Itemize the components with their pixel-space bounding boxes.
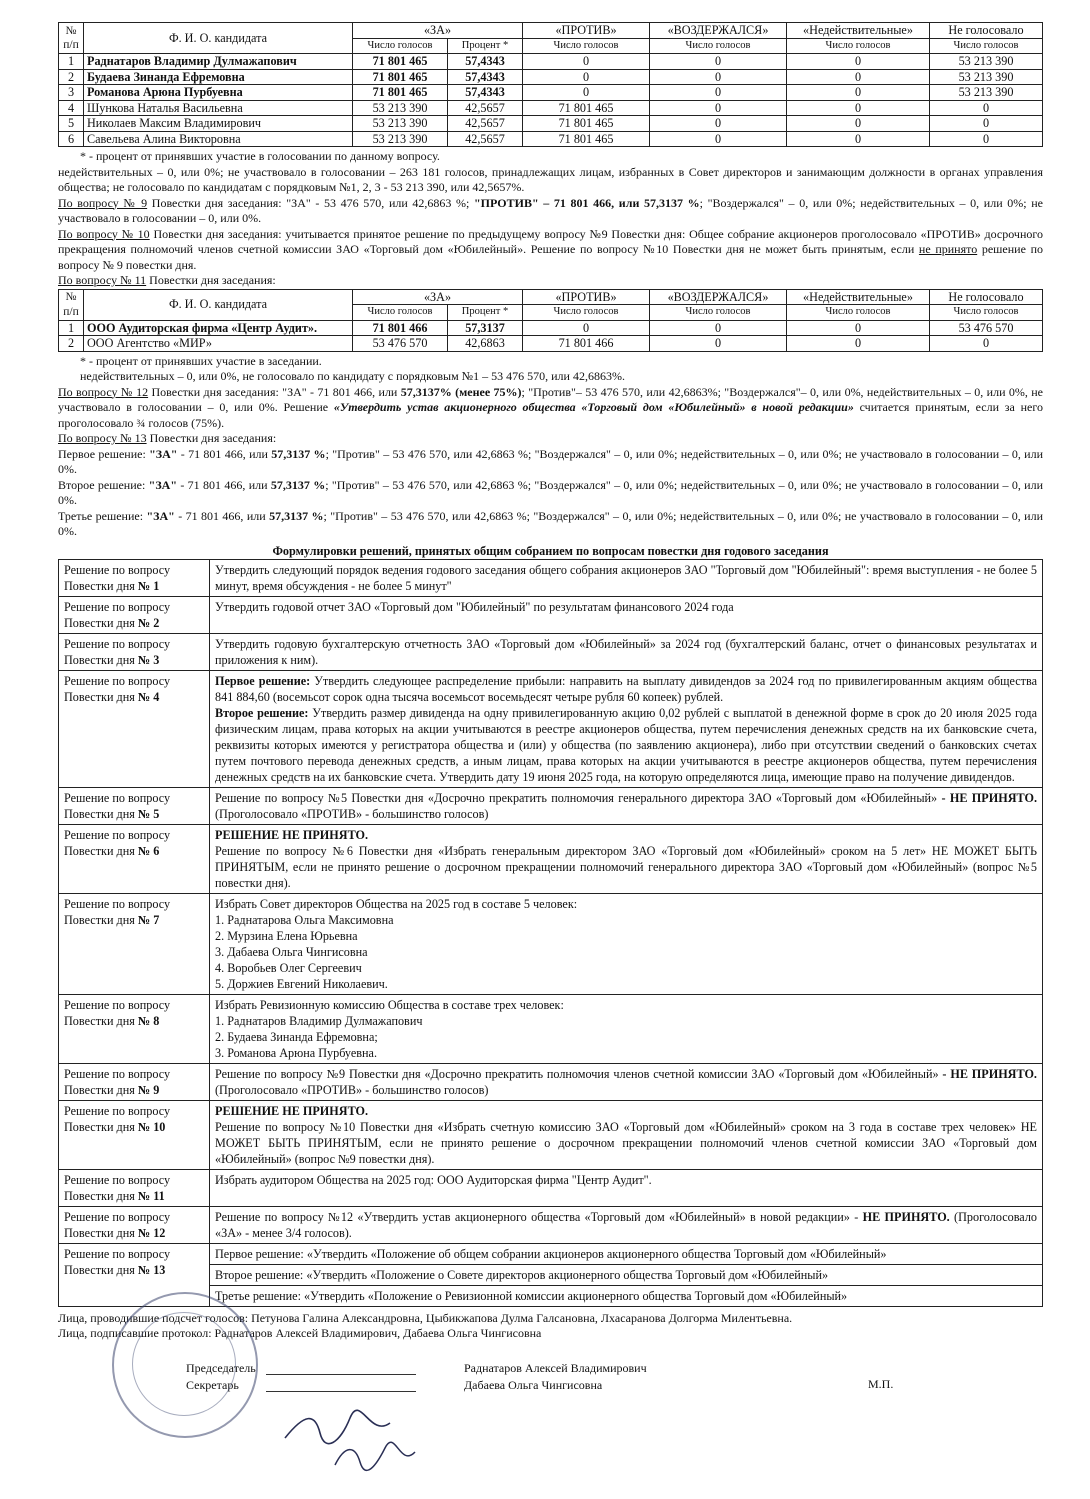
decision-label-line: Повестки дня № 4 xyxy=(64,689,160,704)
decision-label-line: Решение по вопросу xyxy=(64,1172,171,1187)
sub-pct: Процент * xyxy=(448,305,523,321)
decision-label xyxy=(59,670,210,787)
col-negolos-header: Не голосовало xyxy=(930,289,1043,305)
question-number: № 10 xyxy=(137,1119,166,1134)
decision-label xyxy=(59,1063,210,1100)
decision-row xyxy=(59,994,1043,1063)
za-votes: 53 213 390 xyxy=(353,116,448,132)
za-percent: 42,5657 xyxy=(448,131,523,147)
za-percent: 57,4343 xyxy=(448,69,523,85)
question-number: № 11 xyxy=(137,1188,165,1203)
decision-text: Утвердить годовую бухгалтерскую отчетность ЗАО «Торговый дом «Юбилейный» за 2024 год (бухгалтерский баланс, отчет о финансовых результатах и приложения к ним). xyxy=(210,633,1043,670)
decision-row xyxy=(59,1206,1043,1243)
q13-decision-2: Второе решение: "ЗА" - 71 801 466, или 57,3137 %; "Против" – 53 476 570, или 42,6863 %; "Воздержался" – 0, или 0%; недействительных – 0, или 0%; не участвовало в голосовании – 0, или 0%. xyxy=(58,477,1044,507)
q11-heading: По вопросу № 11 Повестки дня заседания: xyxy=(58,273,276,287)
q10-result: По вопросу № 10 Повестки дня заседания: учитывается принятое решение по предыдущему вопросу №9 Повестки дня: Общее собрание акционеров проголосовало «ПРОТИВ» досрочного прекращения полномочий членов счетной комиссии ЗАО «Торговый дом «Юбилейный». Решение по вопросу №10 Повестки дня не может быть принятым, если не принято решение по вопросу № 9 повестки дня. xyxy=(58,226,1043,272)
candidate-name: Будаева Зинанда Ефремовна xyxy=(84,69,353,85)
counters-line: Лица, проводившие подсчет голосов: Петунова Галина Александровна, Цыбикжапова Дулма Галсановна, Лхасаранова Долгорма Милентьевна. xyxy=(58,1310,793,1325)
table-row xyxy=(59,69,1043,85)
vozd-votes: 0 xyxy=(650,54,787,70)
sub-votes: Число голосов xyxy=(523,305,650,321)
decision-text: Избрать Ревизионную комиссию Общества в составе трех человек: 1. Раднатаров Владимир Дулмажапович 2. Будаева Зинанда Ефремовна; 3. Романова Арюна Пурбуевна. xyxy=(210,994,1043,1063)
candidate-name: Романова Арюна Пурбуевна xyxy=(84,85,353,101)
za-votes: 71 801 465 xyxy=(353,54,448,70)
table-row xyxy=(59,100,1043,116)
decision-part-label: Второе решение: xyxy=(215,705,309,720)
protiv-votes: 71 801 465 xyxy=(523,100,650,116)
decision-label-line: Повестки дня № 13 xyxy=(64,1262,166,1277)
question-number: № 1 xyxy=(137,578,160,593)
decision-label xyxy=(59,994,210,1063)
not-voted: 0 xyxy=(930,336,1043,352)
invalid-votes: 0 xyxy=(787,85,930,101)
decision-verdict: НЕ ПРИНЯТО. xyxy=(862,1209,950,1224)
decision-row xyxy=(59,1063,1043,1100)
decision-label-line: Повестки дня № 12 xyxy=(64,1225,166,1240)
document-page xyxy=(58,22,1043,1391)
question-number: № 2 xyxy=(137,615,160,630)
question-number: № 5 xyxy=(137,806,160,821)
col-name-header: Ф. И. О. кандидата xyxy=(84,289,353,320)
za-votes: 71 801 465 xyxy=(353,69,448,85)
secretary-label: Секретарь xyxy=(186,1377,239,1392)
seal-stamp xyxy=(112,1292,258,1438)
row-number: 1 xyxy=(59,320,84,336)
list-item: 5. Доржиев Евгений Николаевич. xyxy=(215,976,388,991)
col-za-header: «ЗА» xyxy=(353,23,523,39)
decision-row xyxy=(59,670,1043,787)
za-votes: 71 801 465 xyxy=(353,85,448,101)
protiv-votes: 0 xyxy=(523,320,650,336)
chair-signature-line xyxy=(266,1374,416,1375)
note-invalid: недействительных – 0, или 0%, не голосовало по кандидату с порядковым №1 – 53 476 570, или 42,6863%. xyxy=(80,369,625,383)
col-nedeist-header: «Недействительные» xyxy=(787,289,930,305)
not-voted: 53 476 570 xyxy=(930,320,1043,336)
col-za-header: «ЗА» xyxy=(353,289,523,305)
candidate-name: Шункова Наталья Васильевна xyxy=(84,100,353,116)
sub-votes: Число голосов xyxy=(353,305,448,321)
protiv-votes: 0 xyxy=(523,69,650,85)
sub-votes: Число голосов xyxy=(650,305,787,321)
footnote: * - процент от принявших участие в голосовании по данному вопросу. xyxy=(80,149,440,163)
list-item: 1. Раднатарова Ольга Максимовна xyxy=(215,912,394,927)
not-voted: 0 xyxy=(930,100,1043,116)
col-nedeist-header: «Недействительные» xyxy=(787,23,930,39)
za-percent: 42,6863 xyxy=(448,336,523,352)
question-number: № 13 xyxy=(137,1262,166,1277)
sub-pct: Процент * xyxy=(448,38,523,54)
decision-text: Утвердить следующий порядок ведения годового заседания общего собрания акционеров ЗАО "Торговый дом "Юбилейный": время выступления - не более 5 минут, время обсуждения - не более 5 минут" xyxy=(210,559,1043,596)
za-percent: 42,5657 xyxy=(448,116,523,132)
not-voted: 0 xyxy=(930,116,1043,132)
secretary-signature xyxy=(330,1440,420,1472)
za-votes: 53 213 390 xyxy=(353,100,448,116)
table-row xyxy=(59,116,1043,132)
decision-row xyxy=(59,559,1043,596)
list-item: 3. Романова Арюна Пурбуевна. xyxy=(215,1045,378,1060)
decision-row xyxy=(59,596,1043,633)
candidate-name: Раднатаров Владимир Дулмажапович xyxy=(84,54,353,70)
question-number: № 6 xyxy=(137,843,160,858)
col-vozd-header: «ВОЗДЕРЖАЛСЯ» xyxy=(650,289,787,305)
table-row xyxy=(59,320,1043,336)
candidate-name: ООО Аудиторская фирма «Центр Аудит». xyxy=(84,320,353,336)
secretary-name: Дабаева Ольга Чингисовна xyxy=(464,1377,603,1392)
decision-label xyxy=(59,559,210,596)
decision-row xyxy=(59,893,1043,994)
question-number: № 8 xyxy=(137,1013,160,1028)
not-voted: 0 xyxy=(930,131,1043,147)
protiv-votes: 71 801 465 xyxy=(523,131,650,147)
za-percent: 57,4343 xyxy=(448,54,523,70)
decision-label-line: Решение по вопросу xyxy=(64,636,171,651)
row-number: 5 xyxy=(59,116,84,132)
col-protiv-header: «ПРОТИВ» xyxy=(523,289,650,305)
question-number: № 3 xyxy=(137,652,160,667)
decision-label xyxy=(59,787,210,824)
decision-label-line: Решение по вопросу xyxy=(64,562,171,577)
decision-label xyxy=(59,893,210,994)
za-votes: 53 213 390 xyxy=(353,131,448,147)
candidate-name: Савельева Алина Викторовна xyxy=(84,131,353,147)
protiv-votes: 71 801 466 xyxy=(523,336,650,352)
list-item: 3. Дабаева Ольга Чингисовна xyxy=(215,944,368,959)
table-row xyxy=(59,85,1043,101)
decision-text: Утвердить годовой отчет ЗАО «Торговый дом "Юбилейный" по результатам финансового 2024 года xyxy=(210,596,1043,633)
question-number: № 7 xyxy=(137,912,160,927)
decision-label-line: Решение по вопросу xyxy=(64,1209,171,1224)
protiv-votes: 71 801 465 xyxy=(523,116,650,132)
decision-verdict: - НЕ ПРИНЯТО. xyxy=(941,790,1037,805)
decision-label-line: Повестки дня № 1 xyxy=(64,578,160,593)
table-row xyxy=(59,54,1043,70)
sub-decision: Первое решение: «Утвердить «Положение об общем собрании акционеров акционерного общества Торговый дом «Юбилейный» xyxy=(210,1244,1042,1265)
mp-label: М.П. xyxy=(868,1376,894,1391)
za-votes: 53 476 570 xyxy=(353,336,448,352)
decision-verdict: - НЕ ПРИНЯТО. xyxy=(942,1066,1037,1081)
row-number: 6 xyxy=(59,131,84,147)
invalid-votes: 0 xyxy=(787,320,930,336)
decision-label xyxy=(59,1100,210,1169)
col-num-header: № п/п xyxy=(59,289,84,320)
protiv-votes: 0 xyxy=(523,85,650,101)
vozd-votes: 0 xyxy=(650,85,787,101)
decision-label-line: Решение по вопросу xyxy=(64,1066,171,1081)
col-name-header: Ф. И. О. кандидата xyxy=(84,23,353,54)
sub-votes: Число голосов xyxy=(930,38,1043,54)
not-voted: 53 213 390 xyxy=(930,54,1043,70)
sub-votes: Число голосов xyxy=(930,305,1043,321)
decision-row xyxy=(59,824,1043,893)
decision-label-line: Решение по вопросу xyxy=(64,997,171,1012)
invalid-votes: 0 xyxy=(787,100,930,116)
list-item: 4. Воробьев Олег Сергеевич xyxy=(215,960,362,975)
vozd-votes: 0 xyxy=(650,131,787,147)
sub-votes: Число голосов xyxy=(787,305,930,321)
q13-heading: По вопросу № 13 Повестки дня заседания: xyxy=(58,431,277,445)
decision-label-line: Повестки дня № 3 xyxy=(64,652,160,667)
footnote: * - процент от принявших участие в заседании. xyxy=(80,353,322,368)
col-negolos-header: Не голосовало xyxy=(930,23,1043,39)
za-percent: 57,4343 xyxy=(448,85,523,101)
decision-part-label: Первое решение: xyxy=(215,673,311,688)
question-number: № 12 xyxy=(137,1225,166,1240)
decision-label xyxy=(59,1206,210,1243)
row-number: 4 xyxy=(59,100,84,116)
decision-label xyxy=(59,633,210,670)
decision-row xyxy=(59,1100,1043,1169)
decision-text: Избрать Совет директоров Общества на 2025 год в составе 5 человек: 1. Раднатарова Ольга Максимовна 2. Мурзина Елена Юрьевна 3. Дабаева Ольга Чингисовна 4. Воробьев Олег Сергеевич 5. Доржиев Евгений Николаевич. xyxy=(210,893,1043,994)
decision-label-line: Повестки дня № 11 xyxy=(64,1188,165,1203)
candidate-name: ООО Агентство «МИР» xyxy=(84,336,353,352)
vozd-votes: 0 xyxy=(650,320,787,336)
decision-row xyxy=(59,787,1043,824)
list-item: 1. Раднатаров Владимир Дулмажапович xyxy=(215,1013,423,1028)
list-item: 2. Мурзина Елена Юрьевна xyxy=(215,928,358,943)
invalid-votes: 0 xyxy=(787,54,930,70)
sub-decision: Третье решение: «Утвердить «Положение о Ревизионной комиссии акционерного общества Торговый дом «Юбилейный» xyxy=(215,1288,848,1303)
chair-name: Раднатаров Алексей Владимирович xyxy=(464,1360,647,1375)
decision-label-line: Решение по вопросу xyxy=(64,673,171,688)
sub-votes: Число голосов xyxy=(523,38,650,54)
decision-text: РЕШЕНИЕ НЕ ПРИНЯТО. Решение по вопросу №6 Повестки дня «Избрать генеральным директором ЗАО «Торговый дом «Юбилейный» сроком на 5 лет» НЕ МОЖЕТ БЫТЬ ПРИНЯТЫМ, если не принято решение о досрочном прекращении полномочий генерального директора ЗАО «Торговый дом «Юбилейный» (вопрос №5 повестки дня). xyxy=(210,824,1043,893)
decision-label-line: Решение по вопросу xyxy=(64,599,171,614)
sub-decision: Второе решение: «Утвердить «Положение о Совете директоров акционерного общества Торговый дом «Юбилейный» xyxy=(210,1265,1042,1286)
decision-label-line: Повестки дня № 9 xyxy=(64,1082,160,1097)
decision-label-line: Повестки дня № 2 xyxy=(64,615,160,630)
decision-label-line: Повестки дня № 5 xyxy=(64,806,160,821)
protiv-votes: 0 xyxy=(523,54,650,70)
not-voted: 53 213 390 xyxy=(930,69,1043,85)
col-vozd-header: «ВОЗДЕРЖАЛСЯ» xyxy=(650,23,787,39)
decision-label-line: Решение по вопросу xyxy=(64,1246,171,1261)
invalid-votes: 0 xyxy=(787,69,930,85)
decision-label xyxy=(59,596,210,633)
decision-label-line: Повестки дня № 8 xyxy=(64,1013,160,1028)
decision-label-line: Решение по вопросу xyxy=(64,790,171,805)
decision-label-line: Решение по вопросу xyxy=(64,896,171,911)
row-number: 3 xyxy=(59,85,84,101)
table-row xyxy=(59,131,1043,147)
col-num-header: № п/п xyxy=(59,23,84,54)
chair-label: Председатель xyxy=(186,1360,256,1375)
question-number: № 4 xyxy=(137,689,160,704)
decision-label-line: Повестки дня № 10 xyxy=(64,1119,166,1134)
signers-line: Лица, подписавшие протокол: Раднатаров Алексей Владимирович, Дабаева Ольга Чингисовна xyxy=(58,1326,542,1340)
not-voted: 53 213 390 xyxy=(930,85,1043,101)
sub-votes: Число голосов xyxy=(650,38,787,54)
table-row xyxy=(59,336,1043,352)
vozd-votes: 0 xyxy=(650,69,787,85)
decision-text xyxy=(210,1243,1043,1306)
sub-votes: Число голосов xyxy=(787,38,930,54)
q12-result: По вопросу № 12 Повестки дня заседания: "ЗА" - 71 801 466, или 57,3137% (менее 75%); "Против"– 53 476 570, или 42,6863%; "Воздержался"– 0, или 0%, недействительных – 0, или 0%, не участвовало в голосовании – 0, или 0%. Решение «Утвердить устав акционерного общества «Торговый дом «Юбилейный» в новой редакции» считается принятым, если за него проголосовало ¾ голосов (75%). xyxy=(58,384,1043,430)
invalid-votes: 0 xyxy=(787,116,930,132)
note-invalid: недействительных – 0, или 0%; не участвовало в голосовании – 263 181 голосов, принадлежащих лицам, избранных в Совет директоров и занимающим должности в органах управления общества; не голосовало по кандидатам с порядковым №1, 2, 3 - 53 213 390, или 42,5657%. xyxy=(58,164,1043,194)
decision-label-line: Повестки дня № 7 xyxy=(64,912,160,927)
decision-text: РЕШЕНИЕ НЕ ПРИНЯТО. Решение по вопросу №10 Повестки дня «Избрать счетную комиссию ЗАО «Торговый дом «Юбилейный» сроком на 3 года в составе трех человек» НЕ МОЖЕТ БЫТЬ ПРИНЯТЫМ, если не принято решение о досрочном прекращении полномочий членов счетной комиссии ЗАО «Торговый дом «Юбилейный» (вопрос №9 повестки дня). xyxy=(210,1100,1043,1169)
decision-label-line: Повестки дня № 6 xyxy=(64,843,160,858)
vozd-votes: 0 xyxy=(650,336,787,352)
decision-text: Избрать аудитором Общества на 2025 год: ООО Аудиторская фирма "Центр Аудит". xyxy=(210,1169,1043,1206)
q13-decision-3: Третье решение: "ЗА" - 71 801 466, или 57,3137 %; "Против" – 53 476 570, или 42,6863 %; "Воздержался" – 0, или 0%; недействительных – 0, или 0%; не участвовало в голосовании – 0, или 0%. xyxy=(58,508,1044,538)
za-percent: 42,5657 xyxy=(448,100,523,116)
list-item: 2. Будаева Зинанда Ефремовна; xyxy=(215,1029,378,1044)
q9-result: По вопросу № 9 Повестки дня заседания: "ЗА" - 53 476 570, или 42,6863 %; "ПРОТИВ" – 71 801 466, или 57,3137 %; "Воздержался" – 0, или 0%; недействительных – 0, или 0%; не участвовало в голосовании – 0, или 0%. xyxy=(58,195,1043,225)
vozd-votes: 0 xyxy=(650,100,787,116)
decision-label xyxy=(59,824,210,893)
decision-head: РЕШЕНИЕ НЕ ПРИНЯТО. xyxy=(215,827,369,842)
za-votes: 71 801 466 xyxy=(353,320,448,336)
row-number: 2 xyxy=(59,336,84,352)
row-number: 1 xyxy=(59,54,84,70)
row-number: 2 xyxy=(59,69,84,85)
question-number: № 9 xyxy=(137,1082,160,1097)
decision-text: Решение по вопросу №12 «Утвердить устав акционерного общества «Торговый дом «Юбилейный» в новой редакции» - НЕ ПРИНЯТО. (Проголосовало «ЗА» - менее 3/4 голосов). xyxy=(210,1206,1043,1243)
candidate-name: Николаев Максим Владимирович xyxy=(84,116,353,132)
decisions-title: Формулировки решений, принятых общим собранием по вопросам повестки дня годового заседания xyxy=(272,543,829,558)
vozd-votes: 0 xyxy=(650,116,787,132)
decision-label-line: Решение по вопросу xyxy=(64,827,171,842)
za-percent: 57,3137 xyxy=(448,320,523,336)
decision-row xyxy=(59,633,1043,670)
sub-votes: Число голосов xyxy=(353,38,448,54)
col-protiv-header: «ПРОТИВ» xyxy=(523,23,650,39)
decision-text: Решение по вопросу №5 Повестки дня «Досрочно прекратить полномочия генерального директора ЗАО «Торговый дом «Юбилейный» - НЕ ПРИНЯТО. (Проголосовало «ПРОТИВ» - большинство голосов) xyxy=(210,787,1043,824)
decision-label-line: Решение по вопросу xyxy=(64,1103,171,1118)
q13-decision-1: Первое решение: "ЗА" - 71 801 466, или 57,3137 %; "Против" – 53 476 570, или 42,6863 %; "Воздержался" – 0, или 0%; недействительных – 0, или 0%; не участвовало в голосовании – 0, или 0%. xyxy=(58,446,1043,476)
decision-head: РЕШЕНИЕ НЕ ПРИНЯТО. xyxy=(215,1103,369,1118)
decision-label xyxy=(59,1169,210,1206)
decision-row xyxy=(59,1169,1043,1206)
invalid-votes: 0 xyxy=(787,131,930,147)
candidates-vote-table xyxy=(58,22,1043,147)
decision-text: Решение по вопросу №9 Повестки дня «Досрочно прекратить полномочия членов счетной комиссии ЗАО «Торговый дом «Юбилейный» - НЕ ПРИНЯТО. (Проголосовало «ПРОТИВ» - большинство голосов) xyxy=(210,1063,1043,1100)
auditor-vote-table xyxy=(58,289,1043,352)
decision-text: Первое решение: Утвердить следующее распределение прибыли: направить на выплату дивидендов за 2024 год по привилегированным акциям общества 841 884,60 (восемьсот сорок одна тысяча восемьсот восемьдесят четыре рубля 60 копеек) рублей. Второе решение: Утвердить размер дивиденда на одну привилегированную акцию 0,02 рублей с выплатой в денежной форме в срок до 20 июля 2025 года физическим лицам, права которых на акции учитываются в реестре акционеров общества, путем перечисления денежных средств на их банковские счета, реквизиты которых имеются у регистратора общества и (или) у общества (по заявлению акционера), либо при отсутствии сведений о банковских счетах путем почтового перевода денежных средств, а иным лицам, права которых на акции учитываются в реестре акционеров общества, путем перечисления денежных средств на их банковские счета. Утвердить дату 19 июня 2025 года, на которую определяются лица, имеющие право на получение дивидендов. xyxy=(210,670,1043,787)
invalid-votes: 0 xyxy=(787,336,930,352)
secretary-signature-line xyxy=(266,1391,416,1392)
decisions-table xyxy=(58,559,1043,1307)
